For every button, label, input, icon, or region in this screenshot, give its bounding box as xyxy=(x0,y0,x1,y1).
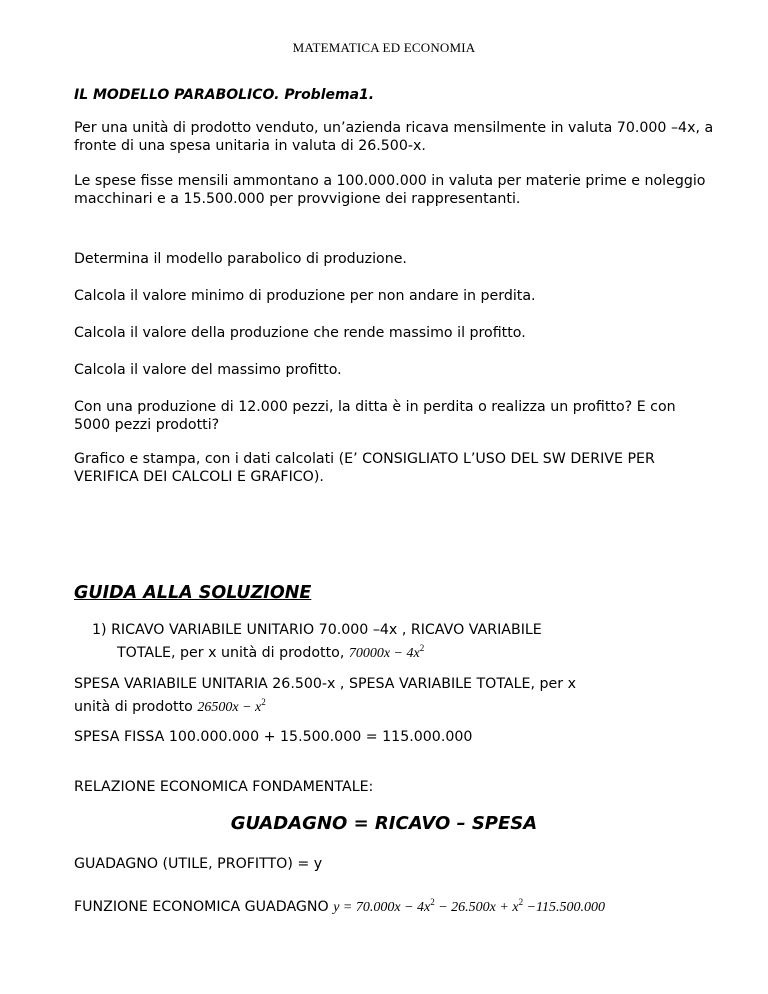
funzione-exp1: 2 xyxy=(430,897,435,907)
ricavo-formula-exp: 2 xyxy=(419,643,425,653)
guide-item-1 xyxy=(92,621,732,663)
relazione-economica: RELAZIONE ECONOMICA FONDAMENTALE: xyxy=(74,779,374,795)
spesa-fissa: SPESA FISSA 100.000.000 + 15.500.000 = 115.000.000 xyxy=(74,729,473,745)
funzione-part2: − 26.500x + x xyxy=(434,900,519,915)
ricavo-formula-text: 70000x − 4x xyxy=(348,646,420,661)
funzione-guadagno xyxy=(74,893,764,917)
item1-line2-text: TOTALE, per x unità di prodotto, xyxy=(117,645,349,661)
funzione-exp2: 2 xyxy=(518,897,524,907)
page-header: MATEMATICA ED ECONOMIA xyxy=(292,40,476,55)
spesa-formula-text: 26500x − x xyxy=(197,700,262,715)
funzione-part3: −115.500.000 xyxy=(523,900,605,915)
task-modello: Determina il modello parabolico di produzione. xyxy=(74,251,407,267)
item1-line1: 1) RICAVO VARIABILE UNITARIO 70.000 –4x , RICAVO VARIABILE xyxy=(92,622,542,638)
task-grafico: Grafico e stampa, con i dati calcolati (E’ CONSIGLIATO L’USO DEL SW DERIVE PER VERIFICA DEI CALCOLI E GRAFICO). xyxy=(74,451,655,485)
paragraph-spese-fisse: Le spese fisse mensili ammontano a 100.000.000 in valuta per materie prime e noleggio macchinari e a 15.500.000 per provvigione dei rappresentanti. xyxy=(74,173,706,207)
task-produzione: Con una produzione di 12.000 pezzi, la ditta è in perdita o realizza un profitto? E con 5000 pezzi prodotti? xyxy=(74,399,676,433)
spesa-formula-exp: 2 xyxy=(261,697,266,707)
task-profitto: Calcola il valore del massimo profitto. xyxy=(74,362,342,378)
ricavo-formula xyxy=(348,643,425,661)
guadagno-definition: GUADAGNO (UTILE, PROFITTO) = y xyxy=(74,856,323,872)
spesa-variabile xyxy=(74,675,714,717)
funzione-label: FUNZIONE ECONOMICA GUADAGNO xyxy=(74,899,334,915)
task-massimo: Calcola il valore della produzione che rende massimo il profitto. xyxy=(74,325,526,341)
spesa-var-line2-text: unità di prodotto xyxy=(74,699,198,715)
spesa-var-line2 xyxy=(74,693,714,717)
paragraph-ricavo: Per una unità di prodotto venduto, un’azienda ricava mensilmente in valuta 70.000 –4x, a fronte di una spesa unitaria in valuta di 26.500-x. xyxy=(74,120,714,154)
funzione-formula xyxy=(333,897,605,915)
guide-title: GUIDA ALLA SOLUZIONE xyxy=(74,583,312,603)
spesa-var-line1: SPESA VARIABILE UNITARIA 26.500-x , SPESA VARIABILE TOTALE, per x xyxy=(74,676,576,692)
task-minimo: Calcola il valore minimo di produzione per non andare in perdita. xyxy=(74,288,536,304)
spesa-formula xyxy=(197,697,266,715)
problem-title: IL MODELLO PARABOLICO. Problema1. xyxy=(74,87,375,103)
item1-line2 xyxy=(92,639,732,663)
funzione-part1: y = 70.000x − 4x xyxy=(333,900,431,915)
guadagno-formula-title: GUADAGNO = RICAVO – SPESA xyxy=(230,813,538,834)
